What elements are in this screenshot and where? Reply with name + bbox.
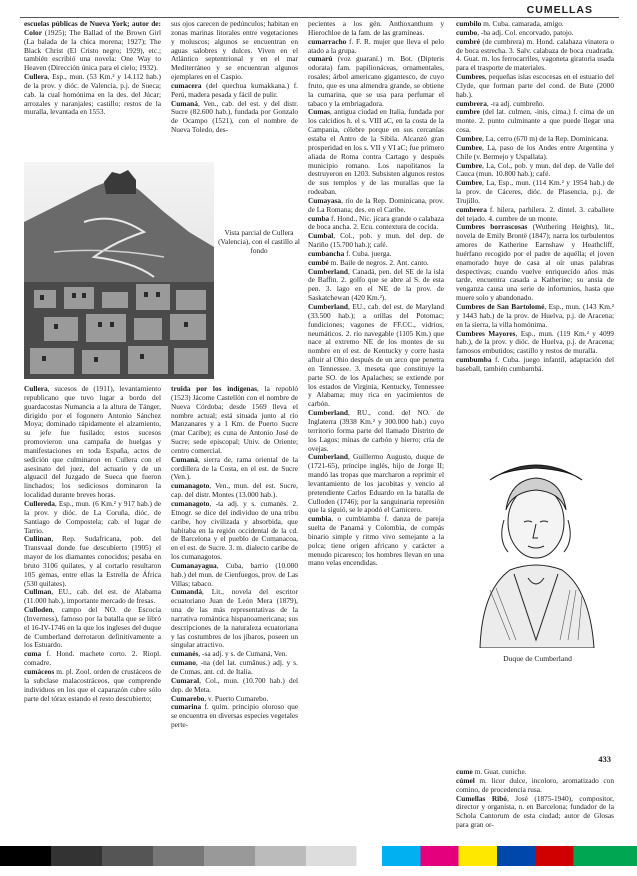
headword: Cumberland — [308, 452, 348, 462]
headword: Cullinan — [24, 534, 52, 544]
entry: cumbo, -ba adj. Col. encorvado, patojo. — [456, 27, 574, 37]
headword: cumáceos — [24, 667, 55, 676]
headword: Culloden — [24, 605, 53, 615]
entry: cumarina f. quím. principio oloroso que se encuentra en diversas especies vegetales perte- — [171, 702, 298, 730]
entry: cumbia, o cumbiamba f. danza de pareja suelta de Panamá y Colombia, de compás binario simple y ritmo vivo semejante a la polca; tiene origen africano y carácter a menudo picaresco; los hombres llevan en una mano velas encendidas. — [308, 514, 444, 568]
headword: Cumayasa — [308, 195, 342, 205]
entry: Cullereda, Esp., mun. (6 Km.² y 917 hab.) de la prov. y dióc. de La Coruña, dióc. de Santiago de Compostela; cab. el lugar de Tarrio. — [24, 498, 161, 535]
headword: cumanagoto — [171, 498, 210, 508]
entry: Cumaral, Col., mun. (10.700 hab.) del dep. de Meta. — [171, 675, 298, 694]
headword: Cumbre — [456, 178, 482, 188]
headword: cumarracho — [308, 36, 347, 46]
headword: Cumbre — [456, 160, 482, 170]
headword: Cumbres Mayores — [456, 328, 516, 338]
headword: Cumandá — [171, 587, 203, 597]
bottom-strip — [0, 866, 637, 876]
entry: Cumbal, Col., pob. y mun. del dep. de Nariño (15.700 hab.); café. — [308, 231, 444, 250]
headword: Cullman — [24, 587, 52, 597]
headword: cumacera — [171, 80, 202, 90]
headword: cumbrera — [456, 98, 487, 108]
entry: Cumbres de San Bartolomé, Esp., mun. (143 Km.² y 1443 hab.) de la prov. de Huelva, p.j. de Aracena; en la sierra, la villa homónima. — [456, 302, 614, 329]
column-2-bottom — [171, 385, 298, 795]
entry: Cumaná, sierra de, rama oriental de la cordillera de la Costa, en el est. de Sucre (Ven.). — [171, 454, 298, 482]
headword: Cumberland — [308, 408, 348, 418]
entry: Culloden, campo del NO. de Escocia (Inverness), famoso por la batalla que se libró el 16-IV-1746 en la que los ingleses del duque de Cumberland derrotaron definitivamente a los Estuardo. — [24, 605, 161, 650]
headword: Cumanayagua — [171, 560, 217, 570]
entry: truida por los indígenas, la repobló (1523) Jácome Castellón con el nombre de Nueva Córdoba; desde 1569 lleva el nombre actual; está situada junto al río Manzanares y a 1 Km. de Puerto Sucre (mar Caribe); es cuna de Antonio José de Sucre; sede episcopal; Univ. de Oriente; centro comercial. — [171, 385, 298, 455]
headword: Cullereda — [24, 498, 55, 508]
entry: Cumbres Mayores, Esp., mun. (119 Km.² y 4099 hab.), de la prov. y dióc. de Huelva, p.j. de Aracena; famosos embutidos; castillo y restos de muralla. — [456, 328, 614, 356]
headword: truida por los indígenas — [171, 385, 257, 393]
duke-portrait — [470, 440, 602, 648]
entry: escuelas públicas de Nueva York; autor de: Color (1925); The Ballad of the Brown Girl (La balada de la chica morena; 1927); The Black Christ (El Cristo negro; 1929), etc.; también escribió una novela: One Way to Heaven (Dirección única para el cielo; 1932). — [24, 20, 161, 73]
entry: Cumarebo, v. Puerto Cumarebo. — [171, 693, 269, 703]
entry: cumacera (del quechua kumakkana.) f. Perú, madera pesada y fácil de pulir. — [171, 80, 298, 99]
entry: cumbancha f. Cuba. juerga. — [308, 248, 392, 258]
entry: Cumberland, RU., cond. del NO. de Inglaterra (3938 Km.² y 300.000 hab.) cuyo territorio forma parte del llamado Distrito de los Lagos; minas de carbón y hierro; cría de ovejas. — [308, 408, 444, 453]
headword: Cumaná — [171, 98, 198, 108]
entry: cumbre (del lat. culmen, -inis, cima.) f. cima de un monte. 2. punto culminante a que puede llegar una cosa. — [456, 107, 614, 135]
headword: cuma — [24, 649, 42, 659]
headword: Cullera — [24, 72, 48, 82]
headword: cumbilo — [456, 20, 482, 28]
column-1-bottom — [24, 385, 161, 795]
entry: Cumaná, Ven., cab. del est. y del distr. Sucre (82.600 hab.), fundada por Gonzalo de Ocampo (1521), con el nombre de Nueva Toledo, des- — [171, 98, 298, 135]
entry: cumano, -na (del lat. cumānus.) adj. y s. de Cumas, ant. cd. de Italia. — [171, 658, 298, 676]
headword: Cumberland — [308, 266, 348, 276]
entry: Cullera, Esp., mun. (53 Km.² y 14.112 hab.) de la prov. y dióc. de Valencia, p.j. de Sueca; cab. la cual homónima en la des. del Júcar; arrozales y naranjales; castillo; restos de la muralla, levantada en 1553. — [24, 72, 161, 117]
entry: cumbré (de cumbrera) m. Hond. calabaza vinatera o de boca estrecha. 3. Salv. calabaza de boca cuadrada. 4. Guat. m. los ferrocarriles, vagoneta giratoria usada para el trasporte de materiales. — [456, 36, 614, 73]
entry: Cumbre, La, Col., pob. y mun. del dep. de Valle del Cauca (mun. 10.800 hab.); café. — [456, 160, 614, 179]
headword: cumbrera — [456, 204, 487, 214]
entry: sus ojos carecen de pedúnculos; habitan en zonas marinas litorales entre vegetaciones y moluscos; algunos se encuentran en aguas salobres y dulces. Viven en el Atlántico septentrional y en el mar Mediterráneo y se encuentran algunos ejemplares en el Caspio. — [171, 20, 298, 82]
headword: Cumaná — [171, 454, 198, 464]
cullera-photo — [24, 162, 214, 379]
entry: cumbé m. Baile de negros. 2. Ant. canto. — [308, 257, 429, 267]
entry: Cumberland, EU., cab. del est. de Maryland (33.500 hab.); a orillas del Potomac; fundiciones; vagones de FF.CC., vidrios, neumáticos. 2. río navegable (1105 Km.) que nace al extremo NE de los montes de su nombre en el est. de Kentucky y corre hasta afluir al Ohio después de un arco que penetra en Tennessee. 3. meseta que constituye la parte SO. de los Apalaches; se extiende por los estados de Virginia, Kentucky, Tennessee y Alabama; muy rica en yacimientos de carbón. — [308, 302, 444, 409]
entry: cumarú (voz guaraní.) m. Bot. (Dipteris odorata) fam. papilionáceas, ornamentales, rosales; árbol americano gigantesco, de cuyo fruto, que es una almendra grande, se obtiene la cumarina, que se usa para perfumar el tabaco y la embriagadora. — [308, 54, 444, 108]
headword: cume — [456, 768, 473, 776]
column-2-top — [171, 20, 298, 162]
headword: cumbé — [308, 257, 329, 267]
entry: Cumanayagua, Cuba, barrio (10.000 hab.) del mun. de Cienfuegos, prov. de Las Villas; tabaco. — [171, 560, 298, 588]
entry: cumbrera f. hilera, parhilera. 2. dintel. 3. caballete del tejado. 4. cumbre de un monte. — [456, 204, 614, 223]
headword: Cumellas Ribó — [456, 793, 507, 803]
column-4-bottom — [456, 768, 614, 838]
headword: cumarina — [171, 702, 202, 712]
headword: cumbo — [456, 27, 478, 37]
entry: cumbumba f. Cuba. juego infantil, adaptación del baseball, también cumbambá. — [456, 355, 614, 373]
entry: Cumayasa, río de la Rep. Dominicana, prov. de La Romana; des. en el Caribe. — [308, 195, 444, 214]
entry: Cullera, sucesos de (1911), levantamiento republicano que tuvo lugar a bordo del guardacostas Numancia a la altura de Tánger, dirigido por el fogonero Antonio Sánchez Moya; dominado rápidamente el alzamiento, su jefe fue fusilado; estos sucesos promovieron una campaña de huelgas y manifestaciones en toda España, actos de sedición que culminaron en Cullera con el asesinato del juez, del actuario y de un alguacil del Juzgado de Sueca que fueron linchados; los sediciosos dominaron la localidad durante breves horas. — [24, 385, 161, 500]
portrait-caption: Duque de Cumberland — [503, 654, 572, 663]
photo-caption: Vista parcial de Cullera (Valencia), con el castillo al fondo — [218, 228, 300, 255]
headword: cumarú — [308, 54, 333, 64]
headword: cumbumba — [456, 355, 492, 365]
duke-portrait-engraving — [470, 440, 602, 648]
entry: cumbrera, -ra adj. cumbreño. — [456, 98, 545, 108]
entry: cume m. Guat. cuniche. — [456, 768, 527, 776]
entry: Cullman, EU., cab. del est. de Alabama (11.000 hab.), importante mercado de fresas. — [24, 587, 161, 606]
headword: Cumaral — [171, 675, 200, 685]
header-rule — [20, 17, 619, 18]
headword: cumanagoto — [171, 481, 210, 491]
headword: cumanés — [171, 649, 199, 659]
print-color-bar — [0, 846, 637, 866]
headword: Cumberland — [308, 302, 348, 311]
entry: cumanagoto, Ven., mun. del est. Sucre, cap. del distr. Montes (13.000 hab.). — [171, 481, 298, 500]
entry: Cumbre, La, paso de los Andes entre Argentina y Chile (v. Bermejo y Uspallata). — [456, 142, 614, 161]
entry: Cumbres borrascosas (Wuthering Heights), lit., novela de Emily Brontë (1847); narra los turbulentos amores de Katherine Earnshaw y Heathcliff, huérfano recogido por el padre de aquélla; el joven enamorado huye de casa al oír unas palabras despectivas; cuando vuelve enriquecido años más tarde, encuentra casada a Katherine; su ansia de venganza causa una serie de infortunios, hasta que muere solo y abandonado. — [456, 222, 614, 303]
entry: Cumberland, Guillermo Augusto, duque de (1721-65), príncipe inglés, hijo de Jorge II; mandó las tropas que marcharon a reprimir el levantamiento de los jacobitas y vencio al pretendiente Carlos Eduardo en la batalla de Culloden (1746); por la sanguinaria represión que la siguió, se le apodó el Carnicero. — [308, 452, 444, 515]
entry: cumba f. Hond., Nic. jícara grande o calabaza de boca ancha. 2. Ecu. contextura de cocida. — [308, 213, 444, 232]
headword: cumano — [171, 658, 196, 668]
entry: pecientes a los gén. Anthoxanthum y Hierochloe de la fam. de las gramíneas. — [308, 20, 444, 37]
headword: Cumas — [308, 107, 331, 117]
headword: Cumbre — [456, 133, 482, 143]
headword: cumba — [308, 213, 330, 223]
entry: Cumellas Ribó, José (1875-1940), compositor, director y organista, n. en Barcelona; fundador de la Schola Cantorum de esta ciudad; autor de Glosas para gran or- — [456, 793, 614, 830]
headword: cumbancha — [308, 248, 345, 258]
entry: cumbilo m. Cuba. camarada, amigo. — [456, 20, 564, 28]
headword: Cumbre — [456, 142, 482, 152]
column-4-top — [456, 20, 614, 410]
page-number: 433 — [598, 754, 611, 764]
headword: cumbia — [308, 514, 332, 524]
headword: cumbré — [456, 36, 481, 46]
headword: Cumbres de San Bartolomé — [456, 302, 545, 311]
cullera-photo-image — [24, 162, 214, 379]
headword: Cumbres borrascosas — [456, 222, 528, 232]
entry: Cumbre, La, cerro (670 m) de la Rep. Dominicana. — [456, 133, 609, 143]
headword: Cumarebo — [171, 693, 205, 703]
entry: Cullinan, Rep. Sudafricana, pob. del Transvaal donde fue descubierto (1905) el mayor de los diamantes conocidos; pesaba en bruto 3106 quilates, y al cortarlo resultaron 105 gemas, entre ellas la Estrella de África (530 quilates). — [24, 534, 161, 588]
headword: cúmel — [456, 775, 475, 785]
headword: cumbre — [456, 107, 480, 117]
entry: cumarracho f. F. R. mujer que lleva el pelo atado a la grupa. — [308, 36, 444, 55]
entry: cuma f. Hond. machete corto. 2. Riopl. comadre. — [24, 649, 161, 668]
headword: Cumbal — [308, 231, 334, 241]
headword: Cullera — [24, 385, 48, 393]
entry: Cumberland, Canadá, pen. del SE de la isla de Baffin. 2. golfo que se abre al S. de esta pen. 3. lago en el NE de la prov. de Saskatchewan (420 Km.²). — [308, 266, 444, 303]
entry: cumáceos m. pl. Zool. orden de crustáceos de la subclase malacostráceos, que comprende individuos en los que el caparazón cubre sólo parte del tórax estando el resto descubierto; — [24, 667, 161, 703]
header-word: CUMELLAS — [526, 4, 593, 16]
entry: Cumandá, Lit., novela del escritor ecuatoriano Juan de León Mera (1879), una de las más representativas de la narrativa romántica hispanoamericana; sus descripciones de la naturaleza ecuatoriana y las costumbres de los jíbaros, poseen un singular atractivo. — [171, 587, 298, 650]
headword: escuelas públicas de Nueva York; autor de: Color — [24, 20, 161, 37]
entry: Cumbres, pequeñas islas escocesas en el estuario del Clyde, que forman parte del cond. de Bute (2000 hab.). — [456, 72, 614, 99]
headword: Cumbres — [456, 72, 485, 82]
column-3 — [308, 20, 444, 795]
entry: cumanés, -sa adj. y s. de Cumaná, Ven. — [171, 649, 288, 659]
entry: Cumas, antigua ciudad en Italia, fundada por los calcidios h. el s. VIII aC, en la costa de la Campania, célebre porque en sus cercanías estaba el Antro de la Sibila. Alcanzó gran prosperidad en los s. VII y VI aC; fue primero aliada de Roma contra Cartago y después municipio romano. Los napolitanos la destruyeron en 1203. Subsisten algunos restos de sus templos y de las murallas que la rodeaban. — [308, 107, 444, 197]
entry: cúmel m. licor dulce, incoloro, aromatizado con comino, de procedencia rusa. — [456, 775, 614, 794]
entry: cumanagoto, -ta adj. y s. cumanés. 2. Etnogr. se dice del individuo de una tribu caribe, hoy civilizada y absorbida, que habitaba en la región occidental de la cd. de Barcelona y el pueblo de Cumanacoa, en el est. de Sucre. 3. m. dialecto caribe de los cumanagotos. — [171, 498, 298, 562]
entry: Cumbre, La, Esp., mun. (114 Km.² y 1954 hab.) de la prov. de Cáceres, dióc. de Plasencia, p.j. de Trujillo. — [456, 178, 614, 205]
